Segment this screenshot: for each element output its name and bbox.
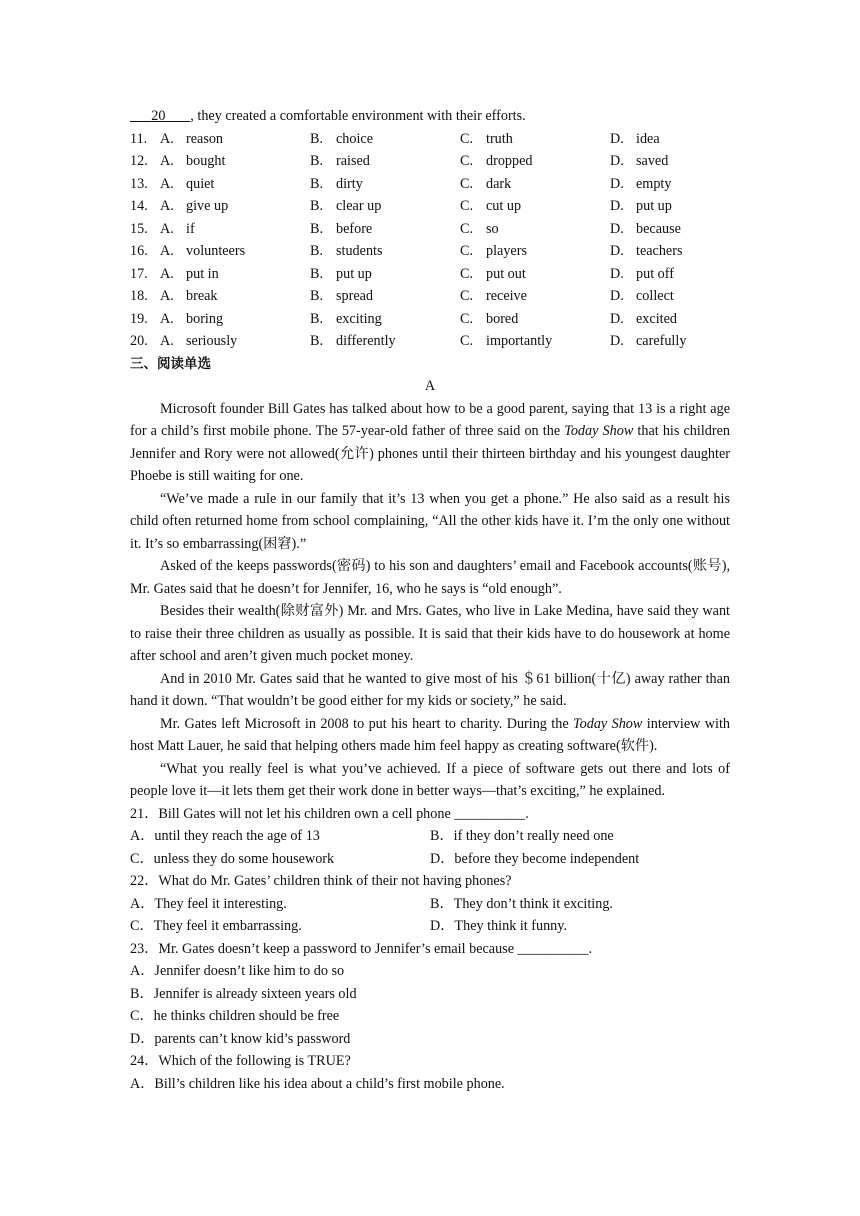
q23-option-b: B．Jennifer is already sixteen years old [130, 985, 357, 1002]
q23-option-a: A．Jennifer doesn’t like him to do so [130, 963, 345, 979]
question-number: 15. [130, 220, 148, 237]
question-22: 22．What do Mr. Gates’ children think of their not having phones? [130, 873, 512, 889]
question-number: 11. [130, 130, 148, 147]
question-number: 13. [130, 175, 148, 192]
option-b [310, 173, 460, 196]
question-number: 17. [130, 265, 148, 282]
option-text: so [486, 220, 499, 237]
q21-option-c: C．unless they do some housework [130, 850, 335, 867]
option-text: differently [336, 333, 396, 349]
option-letter: B. [310, 310, 324, 327]
option-d [610, 173, 760, 196]
paragraph-1 [130, 398, 730, 488]
option-letter: C. [460, 198, 474, 214]
cloze-row [130, 263, 730, 286]
option-letter: C. [460, 243, 474, 259]
option-text: choice [336, 130, 374, 147]
option-text: empty [636, 175, 672, 192]
paragraph-2: “We’ve made a rule in our family that it’s 13 when you get a phone.” He also said as a result his child often returned home from school complaining, “All the other kids have it. I’m the only one without it. It’s so embarrassing(困窘).” [130, 490, 730, 552]
question-number: 19. [130, 310, 148, 327]
question-21: 21．Bill Gates will not let his children own a cell phone __________. [130, 805, 529, 822]
option-c [460, 285, 610, 308]
text: Mr. Gates left Microsoft in 2008 to put his heart to charity. During the [160, 715, 574, 732]
option-letter: C. [460, 265, 474, 282]
option-b [310, 263, 460, 286]
q22-options-row-2 [130, 915, 730, 938]
option-text: before [336, 220, 373, 237]
option-a [160, 150, 310, 173]
option-letter: C. [460, 175, 474, 192]
cloze-row [130, 173, 730, 196]
option-text: players [486, 243, 527, 259]
option-b [310, 240, 460, 263]
option-a [160, 308, 310, 331]
option-letter: D. [610, 220, 624, 237]
option-letter: B. [310, 175, 324, 192]
option-text: if [186, 220, 195, 237]
option-text: spread [336, 288, 374, 304]
option-c [460, 128, 610, 151]
q21-option-a: A．until they reach the age of 13 [130, 828, 320, 844]
question-number: 16. [130, 243, 148, 259]
option-text: importantly [486, 333, 553, 349]
question-number: 20. [130, 333, 148, 349]
option-letter: A. [160, 333, 174, 349]
option-text: quiet [186, 175, 215, 192]
option-d [610, 308, 760, 331]
option-a [160, 263, 310, 286]
option-c [460, 263, 610, 286]
option-c [460, 240, 610, 263]
option-d [610, 195, 760, 218]
q22-option-c: C．They feel it embarrassing. [130, 918, 302, 934]
section-title: 三、阅读单选 [130, 355, 211, 372]
passage-label: A [424, 378, 436, 394]
cloze-row [130, 195, 730, 218]
option-letter: A. [160, 130, 174, 147]
option-text: break [186, 288, 218, 304]
option-letter: B. [310, 265, 324, 282]
option-a [160, 173, 310, 196]
cloze-row [130, 240, 730, 263]
option-text: truth [486, 130, 513, 147]
option-letter: B. [310, 198, 324, 214]
option-text: carefully [636, 333, 687, 349]
option-letter: D. [610, 175, 624, 192]
option-text: cut up [486, 198, 522, 214]
cloze-row [130, 128, 730, 151]
text: Microsoft founder Bill Gates has talked about how to be a good parent, saying that 13 is a right age for a child’s first mobile phone. The 57-year-old father of three said on the [130, 400, 730, 439]
option-b [310, 218, 460, 241]
option-text: put up [336, 265, 372, 282]
option-c [460, 195, 610, 218]
show-name: Today Show [564, 423, 634, 439]
option-letter: D. [610, 288, 624, 304]
option-a [160, 240, 310, 263]
show-name: Today Show [573, 715, 643, 732]
option-d [610, 128, 760, 151]
paragraph-7: “What you really feel is what you’ve achieved. If a piece of software gets out there and lots of people love it—it lets them get their work done in better ways—that’s exciting,” he explained. [130, 760, 730, 799]
cloze-options [130, 128, 730, 353]
option-text: because [636, 220, 681, 237]
q23-option-d: D．parents can’t know kid’s password [130, 1030, 351, 1047]
document-page [130, 105, 730, 1095]
q21-options-row-1 [130, 825, 730, 848]
option-letter: D. [610, 265, 624, 282]
q22-option-b: B．They don’t think it exciting. [430, 895, 613, 912]
option-letter: B. [310, 288, 324, 304]
text: interview with host Matt Lauer, he said that helping others made him feel happy as creating software(软件). [130, 715, 730, 754]
cloze-row [130, 218, 730, 241]
q22-option-d: D．They think it funny. [430, 918, 567, 934]
q22-options-row-1 [130, 893, 730, 916]
option-b [310, 285, 460, 308]
option-text: put out [486, 265, 526, 282]
option-text: put in [186, 265, 219, 282]
option-text: seriously [186, 333, 238, 349]
q22-option-a: A．They feel it interesting. [130, 895, 287, 912]
option-text: receive [486, 288, 527, 304]
option-text: give up [186, 198, 229, 214]
option-b [310, 128, 460, 151]
option-b [310, 195, 460, 218]
paragraph-3: Asked of the keeps passwords(密码) to his son and daughters’ email and Facebook accounts(账号), Mr. Gates said that he doesn’t for Jennifer, 16, who he says is “old enough”. [130, 558, 730, 597]
option-letter: D. [610, 310, 624, 327]
option-letter: B. [310, 243, 324, 259]
question-23: 23．Mr. Gates doesn’t keep a password to Jennifer’s email because __________. [130, 940, 593, 957]
option-letter: D. [610, 333, 624, 349]
cloze-row [130, 150, 730, 173]
option-letter: C. [460, 288, 474, 304]
option-c [460, 330, 610, 353]
option-d [610, 330, 760, 353]
paragraph-4: Besides their wealth(除财富外) Mr. and Mrs. Gates, who live in Lake Medina, have said they want to raise their three children as usually as possible. It is said that their kids have to do housework at home after school and aren’t given much pocket money. [130, 603, 730, 664]
option-d [610, 150, 760, 173]
blank-number: 20 [151, 108, 166, 124]
q23-option-c: C．he thinks children should be free [130, 1008, 340, 1024]
option-letter: A. [160, 310, 174, 327]
option-text: idea [636, 130, 660, 147]
question-number: 14. [130, 198, 148, 214]
option-letter: A. [160, 288, 174, 304]
cloze-row [130, 308, 730, 331]
question-number: 12. [130, 153, 148, 169]
option-text: raised [336, 153, 370, 169]
option-text: bought [186, 153, 226, 169]
option-a [160, 285, 310, 308]
option-letter: B. [310, 220, 324, 237]
text: that his children Jennifer and Rory were not allowed(允许) phones until their thirteen birthday and his youngest daughter Phoebe is still waiting for one. [130, 423, 730, 484]
option-letter: C. [460, 333, 474, 349]
option-text: teachers [636, 243, 683, 259]
option-c [460, 150, 610, 173]
option-a [160, 128, 310, 151]
q21-options-row-2 [130, 848, 730, 871]
option-letter: D. [610, 243, 624, 259]
option-letter: A. [160, 243, 174, 259]
option-letter: B. [310, 333, 324, 349]
option-letter: C. [460, 130, 474, 147]
option-d [610, 285, 760, 308]
option-letter: C. [460, 153, 474, 169]
option-d [610, 240, 760, 263]
option-letter: A. [160, 153, 174, 169]
cloze-row [130, 330, 730, 353]
option-text: students [336, 243, 383, 259]
intro-text: , they created a comfortable environment with their efforts. [190, 108, 526, 124]
option-text: reason [186, 130, 224, 147]
option-letter: D. [610, 130, 624, 147]
option-text: put off [636, 265, 674, 282]
option-a [160, 195, 310, 218]
option-letter: D. [610, 198, 624, 214]
option-letter: A. [160, 265, 174, 282]
cloze-row [130, 285, 730, 308]
option-letter: B. [310, 130, 324, 147]
option-c [460, 173, 610, 196]
option-text: dirty [336, 175, 363, 192]
option-text: exciting [336, 310, 382, 327]
q21-option-d: D．before they become independent [430, 850, 640, 867]
option-text: clear up [336, 198, 382, 214]
option-d [610, 263, 760, 286]
option-text: bored [486, 310, 519, 327]
option-letter: C. [460, 310, 474, 327]
option-letter: A. [160, 198, 174, 214]
option-letter: D. [610, 153, 624, 169]
option-letter: A. [160, 220, 174, 237]
option-text: put up [636, 198, 672, 214]
option-text: volunteers [186, 243, 246, 259]
option-letter: C. [460, 220, 474, 237]
question-24: 24．Which of the following is TRUE? [130, 1053, 351, 1069]
option-a [160, 330, 310, 353]
option-letter: B. [310, 153, 324, 169]
option-text: excited [636, 310, 677, 327]
option-b [310, 150, 460, 173]
option-a [160, 218, 310, 241]
blank-20 [130, 108, 190, 124]
option-c [460, 218, 610, 241]
intro-line [130, 105, 730, 128]
option-d [610, 218, 760, 241]
option-b [310, 308, 460, 331]
option-text: saved [636, 153, 669, 169]
q24-option-a: A．Bill’s children like his idea about a child’s first mobile phone. [130, 1075, 505, 1092]
paragraph-6 [130, 713, 730, 758]
option-text: boring [186, 310, 224, 327]
paragraph-5: And in 2010 Mr. Gates said that he wanted to give most of his ＄61 billion(十亿) away rather than hand it down. “That wouldn’t be good either for my kids or society,” he said. [130, 670, 730, 709]
option-text: collect [636, 288, 674, 304]
option-text: dropped [486, 153, 533, 169]
option-text: dark [486, 175, 512, 192]
option-letter: A. [160, 175, 174, 192]
option-c [460, 308, 610, 331]
q21-option-b: B．if they don’t really need one [430, 828, 614, 844]
question-number: 18. [130, 288, 148, 304]
option-b [310, 330, 460, 353]
